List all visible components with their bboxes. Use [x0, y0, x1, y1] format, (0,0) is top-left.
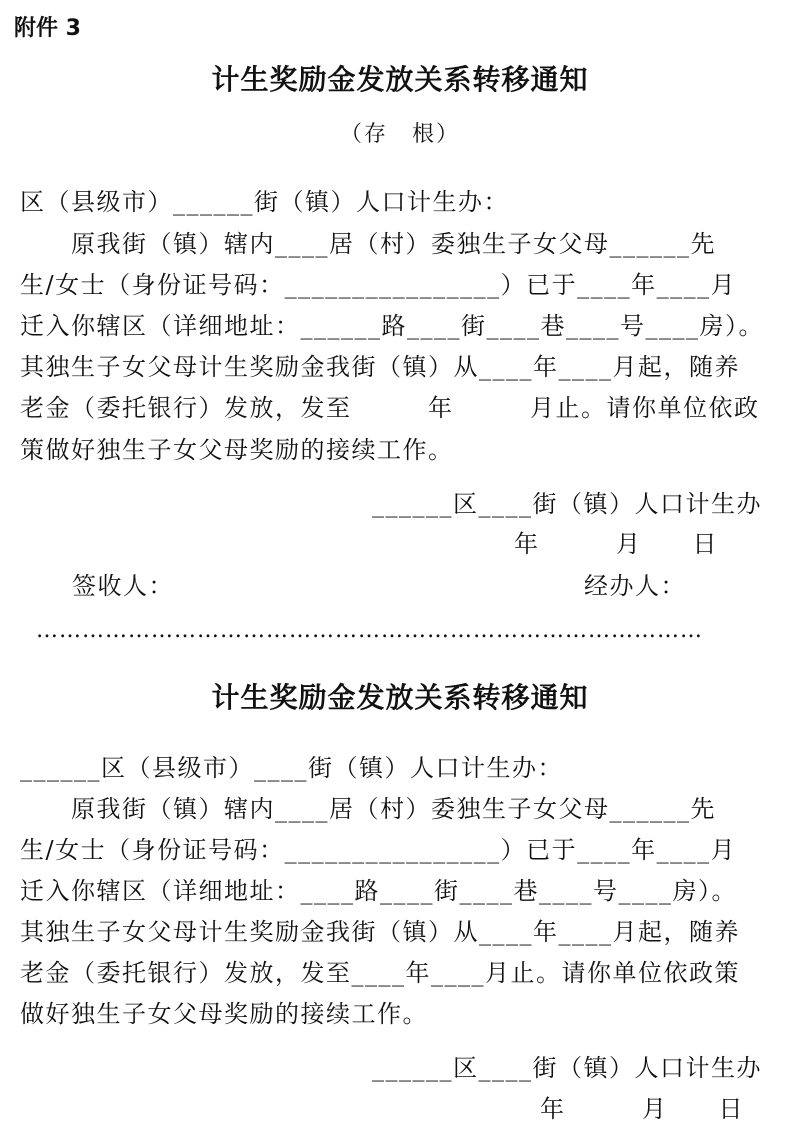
- notice-date-line: 年 月 日: [540, 1095, 744, 1123]
- stub-body-line: 区（县级市）______街（镇）人口计生办：: [20, 188, 509, 216]
- stub-body-line: 其独生子女父母计生奖励金我街（镇）从____年____月起，随养: [20, 353, 740, 381]
- stub-body-line: 生/女士（身份证号码：________________）已于____年____月: [20, 271, 737, 299]
- handler-label: 经办人：: [584, 572, 686, 600]
- cut-line-separator: ……………………………………………………………………………: [36, 618, 703, 643]
- notice-body-line: 迁入你辖区（详细地址：____路____街____巷____号____房）。: [20, 877, 737, 905]
- stub-body-line: 迁入你辖区（详细地址：______路____街____巷____号____房）。: [20, 312, 764, 340]
- notice-body-line: 老金（委托银行）发放，发至____年____月止。请你单位依政策: [20, 959, 740, 987]
- stub-date-line: 年 月 日: [514, 530, 718, 558]
- notice-body-line: 原我街（镇）辖内____居（村）委独生子女父母______先: [20, 795, 716, 823]
- attachment-label: 附件 3: [14, 16, 81, 41]
- stub-issuer-line: ______区____街（镇）人口计生办: [372, 490, 762, 518]
- notice-body-line: 其独生子女父母计生奖励金我街（镇）从____年____月起，随养: [20, 918, 740, 946]
- notice-body-line: 做好独生子女父母奖励的接续工作。: [20, 1000, 428, 1028]
- stub-title: 计生奖励金发放关系转移通知: [211, 63, 589, 96]
- stub-label: （存 根）: [339, 122, 460, 147]
- notice-body-line: 生/女士（身份证号码：________________）已于____年____月: [20, 836, 737, 864]
- stub-body-line: 策做好独生子女父母奖励的接续工作。: [20, 436, 454, 464]
- stub-body-line: 原我街（镇）辖内____居（村）委独生子女父母______先: [20, 230, 716, 258]
- stub-body-line: 老金（委托银行）发放，发至 年 月止。请你单位依政: [20, 394, 760, 422]
- notice-issuer-line: ______区____街（镇）人口计生办: [372, 1054, 762, 1082]
- notice-title: 计生奖励金发放关系转移通知: [211, 681, 589, 714]
- signer-label: 签收人：: [72, 572, 174, 600]
- notice-body-line: ______区（县级市）____街（镇）人口计生办：: [20, 754, 563, 782]
